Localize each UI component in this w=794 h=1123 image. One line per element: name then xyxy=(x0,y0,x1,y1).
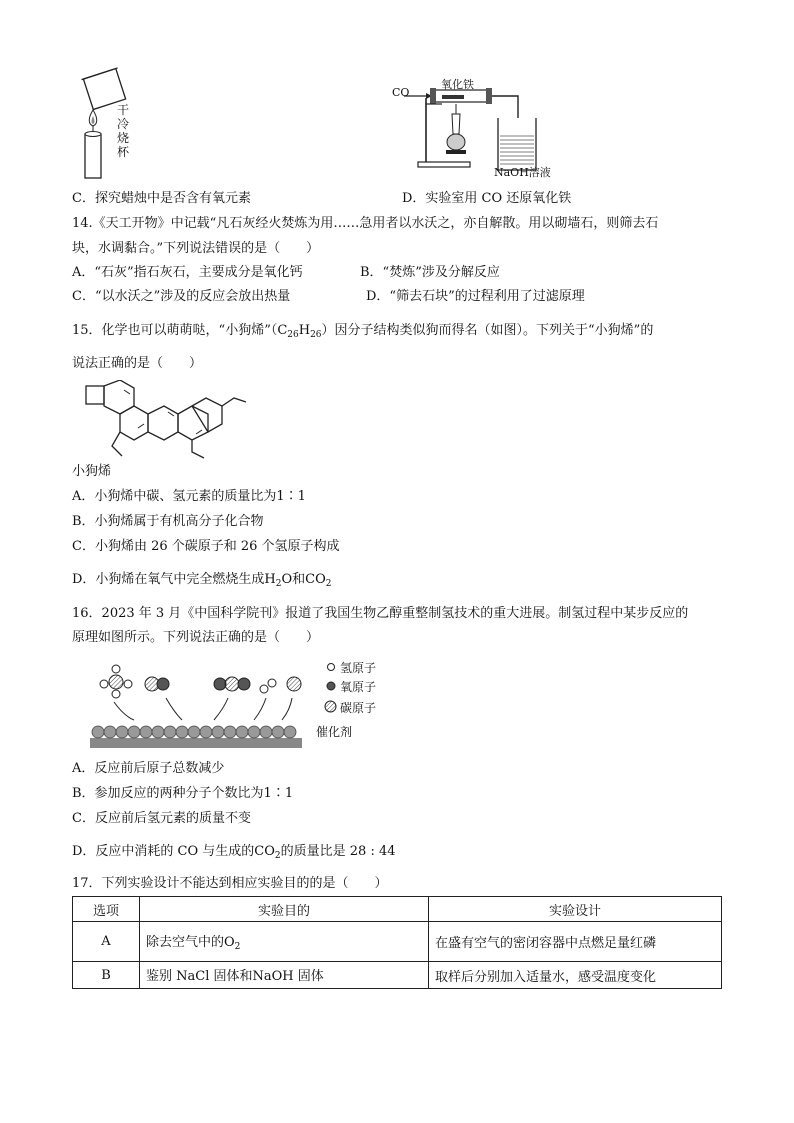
q16-option-d xyxy=(72,842,396,866)
row-option: B xyxy=(73,962,140,989)
q15-d-mid: O和CO xyxy=(281,572,326,587)
q14-option-a: A．“石灰”指石灰石，主要成分是氧化钙 xyxy=(72,265,303,280)
q14-stem-line2: 块，水调黏合。”下列说法错误的是（ ） xyxy=(72,241,320,256)
beaker-label: 干冷烧杯 xyxy=(117,103,130,159)
row-purpose-text: 鉴别 NaCl 固体和NaOH 固体 xyxy=(146,968,324,984)
table-header-row xyxy=(73,897,722,922)
q14-option-b: B．“焚炼”涉及分解反应 xyxy=(360,265,500,280)
q15-stem-post: ）因分子结构类似狗而得名（如图）。下列关于“小狗烯”的 xyxy=(321,323,654,338)
q16-d-sub: 2 xyxy=(274,851,281,861)
q16-option-a: A．反应前后原子总数减少 xyxy=(72,761,225,776)
q14-option-c: C．“以水沃之”涉及的反应会放出热量 xyxy=(72,289,291,304)
experiment-table xyxy=(72,896,722,989)
row-purpose-text: 除去空气中的O xyxy=(146,935,235,950)
q15-stem-line1 xyxy=(72,321,653,345)
row-purpose-sub: 2 xyxy=(234,942,241,952)
legend-oxygen-label: 氧原子 xyxy=(340,680,377,694)
q16-option-b: B．参加反应的两种分子个数比为1∶1 xyxy=(72,786,294,801)
legend-hydrogen-label: 氢原子 xyxy=(340,661,377,675)
q15-formula-c-sub: 26 xyxy=(287,330,299,340)
q13-option-c: C．探究蜡烛中是否含有氧元素 xyxy=(72,191,251,206)
q16-d-pre: D．反应中消耗的 CO 与生成的CO xyxy=(72,844,275,859)
row-purpose xyxy=(140,962,429,989)
q15-option-b: B．小狗烯属于有机高分子化合物 xyxy=(72,514,264,529)
q15-stem-pre: 15．化学也可以萌萌哒，“小狗烯”（C xyxy=(72,323,288,338)
row-design: 取样后分别加入适量水，感受温度变化 xyxy=(429,962,722,989)
legend-carbon-label: 碳原子 xyxy=(340,701,377,715)
q16-d-post: 的质量比是 28 : 44 xyxy=(280,844,396,859)
iron-oxide-label: 氧化铁 xyxy=(441,78,474,91)
q15-option-d xyxy=(72,570,332,594)
q15-option-c: C．小狗烯由 26 个碳原子和 26 个氢原子构成 xyxy=(72,539,340,554)
q17-stem: 17．下列实验设计不能达到相应实验目的的是（ ） xyxy=(72,876,388,891)
q15-d-sub2: 2 xyxy=(325,579,332,589)
q15-figure-caption: 小狗烯 xyxy=(72,464,112,479)
legend-hydrogen-icon xyxy=(326,662,336,672)
q15-d-pre: D．小狗烯在氧气中完全燃烧生成H xyxy=(72,572,276,587)
naoh-label: NaOH溶液 xyxy=(494,166,551,179)
q14-stem-line1: 14.《天工开物》中记载“凡石灰经火焚炼为用……急用者以水沃之，亦自解散。用以砌墙石，则筛去石 xyxy=(72,216,659,231)
q15-formula-h-sub: 26 xyxy=(310,330,322,340)
table-header-purpose: 实验目的 xyxy=(140,897,429,922)
catalyst-label: 催化剂 xyxy=(316,725,353,739)
table-row xyxy=(73,962,722,989)
co-label: CO xyxy=(392,86,410,99)
q16-stem-line1: 16．2023 年 3 月《中国科学院刊》报道了我国生物乙醇重整制氢技术的重大进展。制氢过程中某步反应的 xyxy=(72,606,689,621)
row-option: A xyxy=(73,922,140,962)
q15-option-a: A．小狗烯中碳、氢元素的质量比为1∶1 xyxy=(72,489,306,504)
reaction-diagram xyxy=(86,660,306,748)
q14-option-d: D．“筛去石块”的过程利用了过滤原理 xyxy=(366,289,585,304)
q15-stem-line2: 说法正确的是（ ） xyxy=(72,356,203,371)
table-header-design: 实验设计 xyxy=(429,897,722,922)
row-purpose xyxy=(140,922,429,962)
puppy-olefin-structure xyxy=(82,380,282,460)
q15-d-sub1: 2 xyxy=(275,579,282,589)
q13-option-d: D．实验室用 CO 还原氧化铁 xyxy=(402,191,572,206)
q15-formula-h: H xyxy=(298,323,311,338)
table-header-option: 选项 xyxy=(73,897,140,922)
q16-option-c: C．反应前后氢元素的质量不变 xyxy=(72,811,251,826)
q16-stem-line2: 原理如图所示。下列说法正确的是（ ） xyxy=(72,630,320,645)
legend-carbon-icon xyxy=(324,700,337,713)
legend-oxygen-icon xyxy=(326,681,336,691)
row-design: 在盛有空气的密闭容器中点燃足量红磷 xyxy=(429,922,722,962)
table-row xyxy=(73,922,722,962)
candle-figure xyxy=(78,66,150,184)
